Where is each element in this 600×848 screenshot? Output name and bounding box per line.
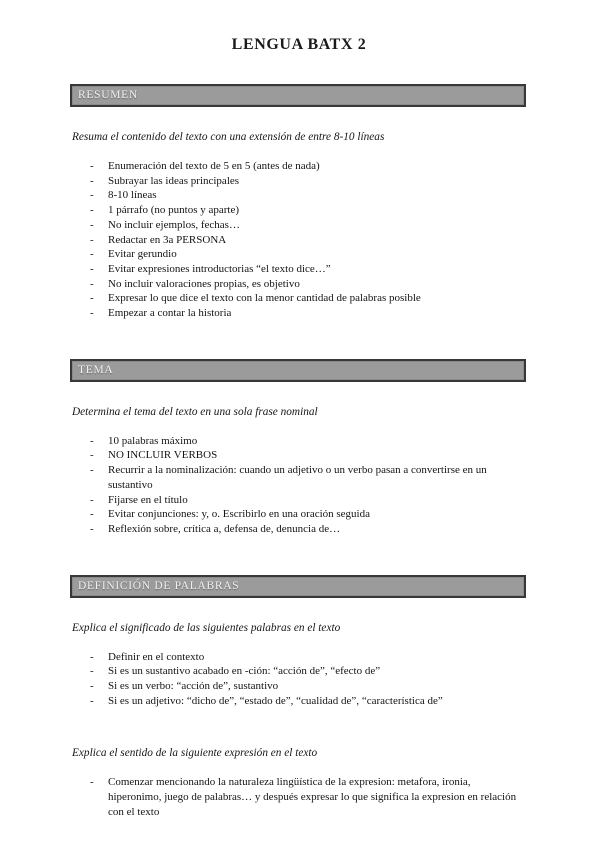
bullet-marker: - [90,522,94,535]
list-item [72,493,526,508]
list-item-text: Evitar expresiones introductorias “el texto dice…” [108,262,331,275]
list-item [72,664,526,679]
bullet-marker: - [90,776,94,789]
list-item [72,694,526,709]
section-intro-tema: Determina el tema del texto en una sola frase nominal [72,405,318,418]
section-header-label: RESUMEN [78,89,138,101]
bullet-marker: - [90,307,94,320]
list-item-text: Evitar conjunciones: y, o. Escribirlo en una oración seguida [108,508,370,521]
list-item-text: Si es un verbo: “acción de”, sustantivo [108,680,279,693]
list-item [72,448,526,463]
section-header-label: DEFINICIÓN DE PALABRAS [78,579,240,592]
bullet-marker: - [90,508,94,521]
list-item-text: Si es un sustantivo acabado en -ción: “acción de”, “efecto de” [108,665,381,678]
list-item [72,507,526,522]
bullet-marker: - [90,694,94,707]
section-header-label: TEMA [78,363,114,376]
list-item-text: 8-10 líneas [108,189,157,202]
bullet-list-tema [72,434,526,537]
section-tema [72,359,526,537]
list-item-text: Fijarse en el título [108,493,188,506]
section-intro-definicion: Explica el significado de las siguientes palabras en el texto [72,621,341,634]
bullet-marker: - [90,277,94,290]
bullet-marker: - [90,218,94,231]
bullet-marker: - [90,189,94,202]
bullet-marker: - [90,292,94,305]
list-item-text: No incluir valoraciones propias, es objetivo [108,277,300,290]
bullet-marker: - [90,160,94,172]
section-intro-resumen: Resuma el contenido del texto con una extensión de entre 8-10 líneas [72,131,385,143]
list-item-text: Reflexión sobre, crítica a, defensa de, denuncia de… [108,522,341,535]
bullet-marker: - [90,204,94,217]
list-item-text: Comenzar mencionando la naturaleza lingüística de la expresion: metafora, ironia, hiperonimo, juego de palabras… y después expresar lo que significa la expresion en relación con el texto [108,776,517,818]
list-item [72,262,526,277]
list-item [72,247,526,262]
list-item-text: No incluir ejemplos, fechas… [108,218,240,231]
list-item [72,203,526,218]
bullet-list-definicion [72,650,526,709]
list-item [72,775,526,819]
bullet-list-resumen [72,159,526,321]
section-resumen [72,84,526,321]
list-item-text: Definir en el contexto [108,650,205,663]
list-item-text: Expresar lo que dice el texto con la menor cantidad de palabras posible [108,292,421,305]
list-item-text: Evitar gerundio [108,248,177,261]
list-item [72,291,526,306]
section-header-definicion [70,575,526,598]
list-item [72,159,526,174]
list-item [72,174,526,189]
list-item [72,277,526,292]
page-title: LENGUA BATX 2 [231,36,367,53]
list-item-text: Empezar a contar la historia [108,307,232,320]
list-item-text: 10 palabras máximo [108,434,198,447]
list-item [72,233,526,248]
list-item [72,463,526,492]
bullet-marker: - [90,665,94,678]
list-item-text: Si es un adjetivo: “dicho de”, “estado de”, “cualidad de”, “característica de” [108,694,443,707]
bullet-marker: - [90,680,94,693]
list-item-text: 1 párrafo (no puntos y aparte) [108,204,240,217]
bullet-marker: - [90,434,94,447]
list-item-text: Subrayar las ideas principales [108,174,240,187]
list-item [72,650,526,665]
list-item-text: Recurrir a la nominalización: cuando un adjetivo o un verbo pasan a convertirse en un sustantivo [108,464,487,491]
bullet-marker: - [90,449,94,462]
section-definicion [72,575,526,820]
section-header-tema [70,359,526,382]
list-item [72,306,526,321]
bullet-marker: - [90,262,94,275]
bullet-marker: - [90,650,94,663]
bullet-marker: - [90,493,94,506]
list-item-text: Redactar en 3a PERSONA [108,233,227,246]
bullet-marker: - [90,233,94,246]
list-item [72,679,526,694]
list-item-text: NO INCLUIR VERBOS [108,449,218,462]
list-item [72,218,526,233]
list-item [72,188,526,203]
bullet-marker: - [90,174,94,187]
bullet-list-expresion [72,775,526,819]
list-item-text: Enumeración del texto de 5 en 5 (antes de nada) [108,160,320,172]
list-item [72,522,526,537]
bullet-marker: - [90,464,94,477]
section-intro-expresion: Explica el sentido de la siguiente expresión en el texto [72,747,318,760]
bullet-marker: - [90,248,94,261]
list-item [72,434,526,449]
section-header-resumen [70,84,526,107]
